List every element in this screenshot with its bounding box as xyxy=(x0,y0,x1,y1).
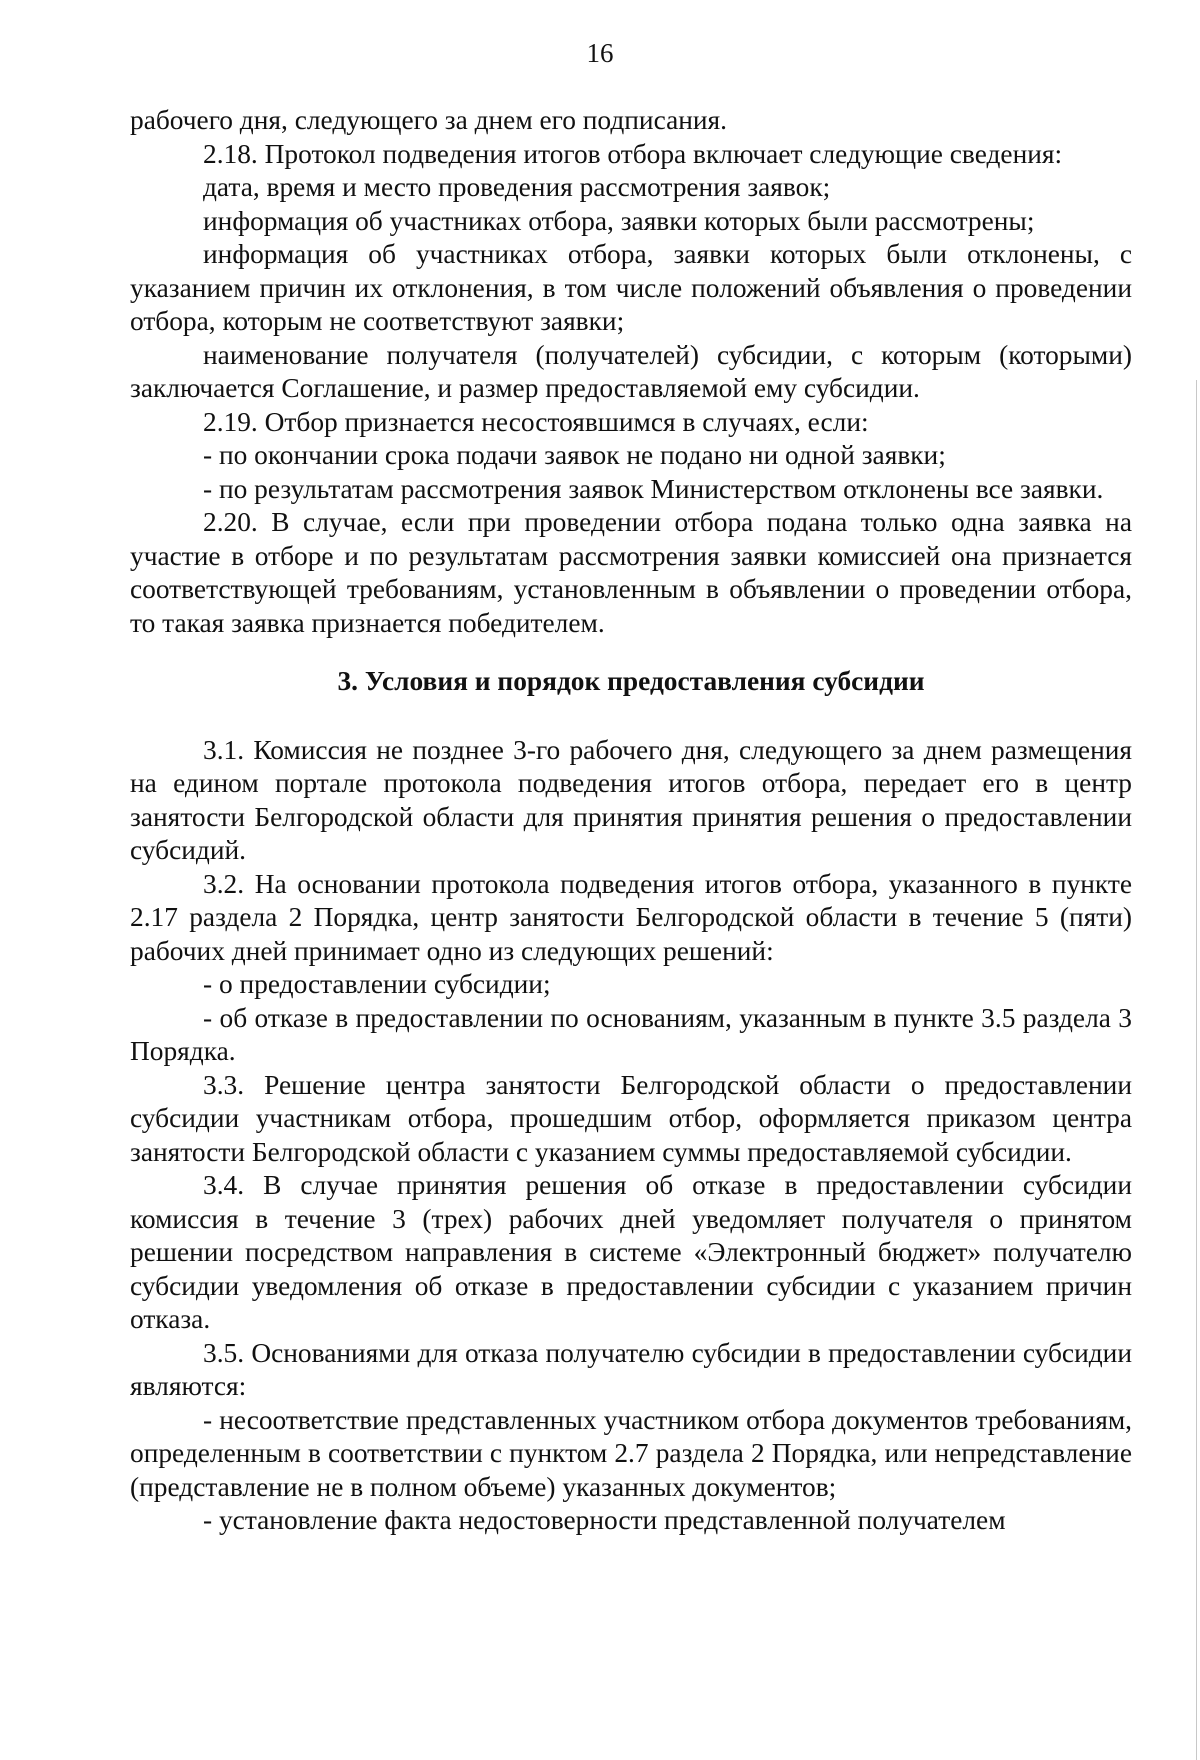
paragraph-3-2-item-1: - о предоставлении субсидии; xyxy=(203,969,551,999)
paragraph-3-3: 3.3. Решение центра занятости Белгородской области о предоставлении субсидии участникам отбора, прошедшим отбор, оформляется приказом центра занятости Белгородской области с указанием суммы предоставляемой субсидии. xyxy=(130,1069,1132,1167)
paragraph-2-19: 2.19. Отбор признается несостоявшимся в случаях, если: xyxy=(203,406,869,437)
paragraph-continuation: рабочего дня, следующего за днем его подписания. xyxy=(130,105,727,135)
paragraph-2-19-item-1: - по окончании срока подачи заявок не подано ни одной заявки; xyxy=(203,440,946,470)
section-heading: 3. Условия и порядок предоставления субсидии xyxy=(337,666,925,696)
paragraph-2-20: 2.20. В случае, если при проведении отбора подана только одна заявка на участие в отборе и по результатам рассмотрения заявки комиссией она признается соответствующей требованиям, установленным в объявлении о проведении отбора, то такая заявка признается победителем. xyxy=(130,507,1132,638)
paragraph-3-5: 3.5. Основаниями для отказа получателю субсидии в предоставлении субсидии являются: xyxy=(130,1337,1132,1401)
paragraph-2-18-item-4: наименование получателя (получателей) субсидии, с которым (которыми) заключается Соглашение, и размер предоставляемой ему субсидии. xyxy=(130,339,1132,403)
paragraph-3-5-item-1: - несоответствие представленных участником отбора документов требованиям, определенным в соответствии с пунктом 2.7 раздела 2 Порядка, или непредставление (представление не в полном объеме) указанных документов; xyxy=(130,1404,1132,1502)
paragraph-2-19-item-2: - по результатам рассмотрения заявок Министерством отклонены все заявки. xyxy=(203,473,1104,504)
page-number: 16 xyxy=(586,38,614,68)
paragraph-2-18-item-2: информация об участниках отбора, заявки которых были рассмотрены; xyxy=(203,205,1035,236)
paragraph-2-18-item-1: дата, время и место проведения рассмотрения заявок; xyxy=(203,172,831,202)
document-body xyxy=(130,104,1132,1538)
scan-edge-line xyxy=(1196,380,1197,1760)
paragraph-3-4: 3.4. В случае принятия решения об отказе в предоставлении субсидии комиссия в течение 3 (трех) рабочих дней уведомляет получателя о принятом решении посредством направления в системе «Электронный бюджет» получателю субсидии уведомления об отказе в предоставлении субсидии с указанием причин отказа. xyxy=(130,1170,1132,1334)
paragraph-2-18: 2.18. Протокол подведения итогов отбора включает следующие сведения: xyxy=(203,138,1063,169)
paragraph-3-5-item-2: - установление факта недостоверности представленной получателем xyxy=(203,1505,1006,1535)
paragraph-3-2-item-2: - об отказе в предоставлении по основаниям, указанным в пункте 3.5 раздела 3 Порядка. xyxy=(130,1002,1132,1066)
paragraph-3-2: 3.2. На основании протокола подведения итогов отбора, указанного в пункте 2.17 раздела 2 Порядка, центр занятости Белгородской области в течение 5 (пяти) рабочих дней принимает одно из следующих решений: xyxy=(130,868,1132,966)
paragraph-3-1: 3.1. Комиссия не позднее 3-го рабочего дня, следующего за днем размещения на едином портале протокола подведения итогов отбора, передает его в центр занятости Белгородской области для принятия принятия решения о предоставлении субсидий. xyxy=(130,734,1132,865)
paragraph-2-18-item-3: информация об участниках отбора, заявки которых были отклонены, с указанием причин их отклонения, в том числе положений объявления о проведении отбора, которым не соответствуют заявки; xyxy=(130,239,1132,336)
